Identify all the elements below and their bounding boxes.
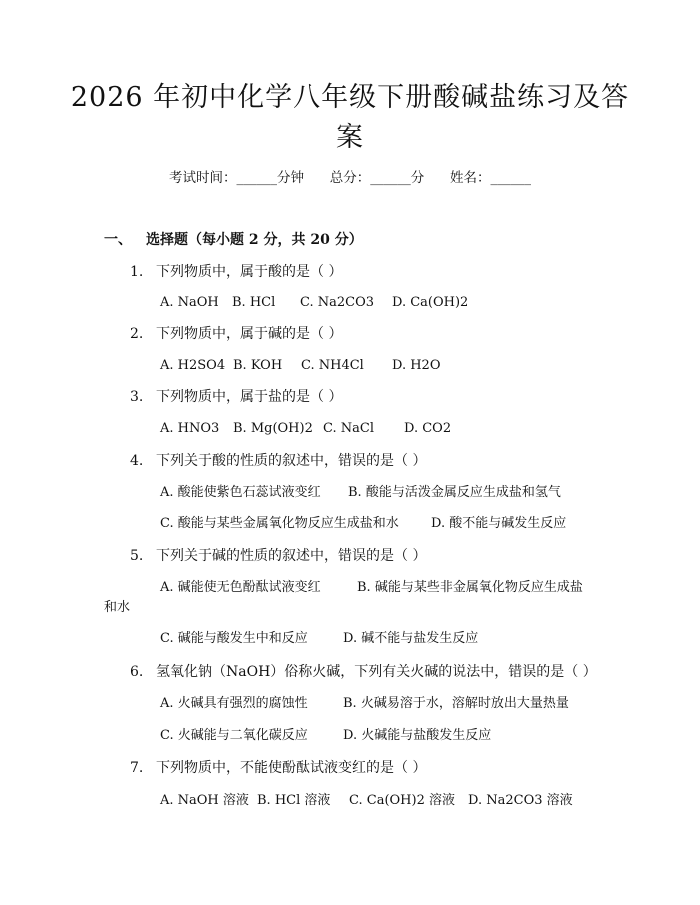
option-c: C. NH4Cl: [301, 358, 364, 373]
question-text: 下列物质中，不能使酚酞试液变红的是（ ）: [156, 760, 427, 776]
option-b: B. HCl 溶液: [257, 793, 331, 808]
option-d: D. 碱不能与盐发生反应: [343, 631, 479, 646]
section-heading: [104, 230, 363, 250]
question-6: [130, 662, 597, 682]
option-a: A. 酸能使紫色石蕊试液变红: [160, 485, 321, 500]
question-number: 2.: [130, 326, 144, 342]
option-a: A. 火碱具有强烈的腐蚀性: [160, 696, 308, 711]
section-number: 一、: [104, 232, 132, 248]
question-2-options: [160, 356, 441, 376]
question-6-options-row-1: [160, 694, 569, 714]
question-number: 5.: [130, 548, 144, 564]
option-b: B. KOH: [233, 358, 283, 373]
question-2: [130, 324, 342, 344]
question-5-options-row-1: [160, 578, 583, 598]
section-title: 选择题（每小题 2 分，共 20 分）: [146, 232, 363, 248]
option-a: A. NaOH: [160, 295, 219, 310]
question-7-options: [160, 791, 573, 811]
option-c: C. Na2CO3: [300, 295, 375, 310]
option-b: B. HCl: [232, 295, 276, 310]
option-c: C. 火碱能与二氧化碳反应: [160, 728, 308, 743]
option-d: D. H2O: [392, 358, 441, 373]
option-d: D. 火碱能与盐酸发生反应: [343, 728, 492, 743]
option-c: C. 碱能与酸发生中和反应: [160, 631, 308, 646]
question-text: 下列物质中，属于碱的是（ ）: [156, 326, 343, 342]
question-number: 7.: [130, 760, 144, 776]
question-number: 1.: [130, 264, 144, 280]
option-b: B. 酸能与活泼金属反应生成盐和氢气: [348, 485, 561, 500]
option-a: A. 碱能使无色酚酞试液变红: [160, 580, 321, 595]
document-title: [70, 78, 630, 158]
option-a: A. NaOH 溶液: [160, 793, 249, 808]
question-text: 下列物质中，属于盐的是（ ）: [156, 389, 343, 405]
question-3-options: [160, 419, 451, 439]
question-3: [130, 387, 342, 407]
question-text: 下列物质中，属于酸的是（ ）: [156, 264, 343, 280]
option-b: B. 碱能与某些非金属氧化物反应生成盐: [357, 580, 583, 595]
question-text: 下列关于碱的性质的叙述中，错误的是（ ）: [156, 548, 427, 564]
option-a: A. HNO3: [160, 421, 220, 436]
question-1-options: [160, 293, 468, 313]
option-c: C. 酸能与某些金属氧化物反应生成盐和水: [160, 516, 399, 531]
option-c: C. NaCl: [323, 421, 374, 436]
exam-info-line: 考试时间：______分钟 总分：______分 姓名：______: [169, 170, 531, 186]
question-number: 4.: [130, 453, 144, 469]
option-b: B. Mg(OH)2: [233, 421, 313, 436]
option-a: A. H2SO4: [160, 358, 226, 373]
question-text: 氢氧化钠（NaOH）俗称火碱，下列有关火碱的说法中，错误的是（ ）: [156, 664, 597, 680]
title-line-1: 2026 年初中化学八年级下册酸碱盐练习及答: [70, 82, 630, 113]
question-7: [130, 758, 426, 778]
question-4: [130, 451, 426, 471]
question-1: [130, 262, 342, 282]
question-4-options-row-2: [160, 514, 566, 534]
question-text: 下列关于酸的性质的叙述中，错误的是（ ）: [156, 453, 427, 469]
option-d: D. Ca(OH)2: [392, 295, 469, 310]
question-4-options-row-1: [160, 483, 561, 503]
option-d: D. Na2CO3 溶液: [468, 793, 573, 808]
option-d: D. 酸不能与碱发生反应: [431, 516, 567, 531]
title-line-2: 案: [336, 122, 364, 153]
question-5-options-row-2: [160, 629, 478, 649]
question-number: 3.: [130, 389, 144, 405]
option-d: D. CO2: [404, 421, 452, 436]
question-5-option-b-continued: 和水: [104, 600, 131, 615]
option-b: B. 火碱易溶于水，溶解时放出大量热量: [343, 696, 569, 711]
question-5: [130, 546, 426, 566]
option-c: C. Ca(OH)2 溶液: [349, 793, 455, 808]
question-6-options-row-2: [160, 726, 491, 746]
question-number: 6.: [130, 664, 144, 680]
